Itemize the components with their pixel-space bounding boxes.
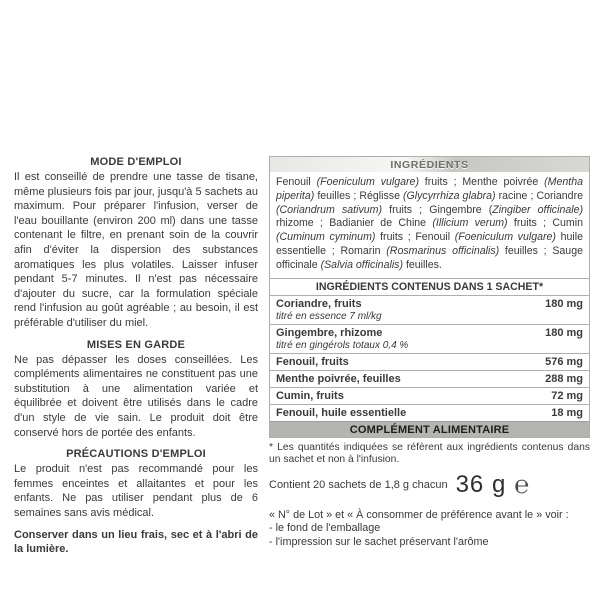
ingredient-amount: 180 mg (545, 297, 583, 310)
lot-point: - le fond de l'emballage (269, 522, 381, 535)
lot-point: - l'impression sur le sachet préservant l'arôme (269, 535, 489, 548)
mode-demploi-heading: MODE D'EMPLOI (90, 156, 182, 168)
section-mises-en-garde (14, 339, 258, 441)
ingredient-name: Menthe poivrée, feuilles (276, 372, 401, 385)
mode-demploi-body: Il est conseillé de prendre une tasse de tisane, même plusieurs fois par jour, jusqu'à 5 sachets au maximum. Pour préparer l'infusion, verser de l'eau bouillante (environ 200 ml) dans une tasse contenant le filtre, en prenant soin de la couvrir afin d'éviter la dispersion des substances aromatiques les plus volatiles. Laisser infuser pendant 5-7 minutes. Il n'est pas nécessaire d'ajouter du sucre, car la formulation spéciale rend l'infusion au goût agréable ; au besoin, il est préférable d'utiliser du miel. (14, 171, 258, 329)
complement-alimentaire-bar: COMPLÉMENT ALIMENTAIRE (270, 421, 589, 437)
contents-text: Contient 20 sachets de 1,8 g chacun (269, 478, 448, 491)
section-mode-demploi (14, 156, 258, 331)
label-area (14, 156, 590, 567)
precautions-heading: PRÉCAUTIONS D'EMPLOI (66, 448, 206, 461)
table-row (270, 353, 589, 370)
ingredients-panel (269, 156, 590, 438)
ingredient-amount: 72 mg (551, 389, 583, 402)
table-row (270, 324, 589, 353)
table-row (270, 404, 589, 421)
ingredient-name: Coriandre, fruits (276, 297, 362, 310)
ingredient-amount: 18 mg (551, 406, 583, 419)
table-row (270, 370, 589, 387)
lot-info-line: « N° de Lot » et « À consommer de préférence avant le » voir : (269, 508, 569, 521)
ingredient-note: titré en essence 7 ml/kg (276, 310, 382, 322)
section-precautions (14, 448, 258, 520)
ingredient-name: Gingembre, rhizome (276, 326, 383, 339)
usage-column (14, 156, 258, 567)
estimated-sign: ℮ (514, 470, 530, 499)
lot-info-block (269, 509, 590, 550)
ingredient-name: Cumin, fruits (276, 389, 344, 402)
net-weight: 36 g (455, 470, 507, 498)
ingredient-amount: 180 mg (545, 326, 583, 339)
ingredient-note: titré en gingérols totaux 0,4 % (276, 339, 409, 351)
ingredients-column (269, 156, 590, 567)
table-row (270, 387, 589, 404)
mises-en-garde-heading: MISES EN GARDE (86, 338, 186, 351)
mises-en-garde-body: Ne pas dépasser les doses conseillées. Les compléments alimentaires ne constituent pas une substitution à une alimentation variée et équilibrée et doivent être utilisés dans le cadre d'un style de vie sain. Le produit doit être conservé hors de portée des enfants. (14, 353, 258, 439)
sachet-footnote: * Les quantités indiquées se réfèrent aux ingrédients contenus dans un sachet et non à l'infusion. (269, 441, 590, 466)
per-sachet-heading: INGRÉDIENTS CONTENUS DANS 1 SACHET* (270, 278, 589, 295)
ingredient-name: Fenouil, huile essentielle (276, 406, 407, 419)
ingredient-amount: 576 mg (545, 355, 583, 368)
precautions-body: Le produit n'est pas recommandé pour les femmes enceintes et allaitantes et pour les enfants. Ne pas utiliser pendant plus de 6 semaines sans avis médical. (14, 463, 258, 519)
ingredients-title-bar: INGRÉDIENTS (270, 157, 589, 172)
ingredient-amount: 288 mg (545, 372, 583, 385)
storage-note: Conserver dans un lieu frais, sec et à l'abri de la lumière. (14, 529, 258, 556)
net-contents-line (269, 471, 590, 499)
ingredient-name: Fenouil, fruits (276, 355, 349, 368)
composition-paragraph: Fenouil (Foeniculum vulgare) fruits ; Menthe poivrée (Mentha piperita) feuilles ; Réglisse (Glycyrrhiza glabra) racine ; Coriandre (Coriandrum sativum) fruits ; Gingembre (Zingiber officinale) rhizome ; Badianier de Chine (Illicium verum) fruits ; Cumin (Cuminum cyminum) fruits ; Fenouil (Foeniculum vulgare) huile essentielle ; Romarin (Rosmarinus officinalis) feuilles ; Sauge officinale (Salvia officinalis) feuilles. (276, 176, 584, 271)
table-row (270, 295, 589, 324)
